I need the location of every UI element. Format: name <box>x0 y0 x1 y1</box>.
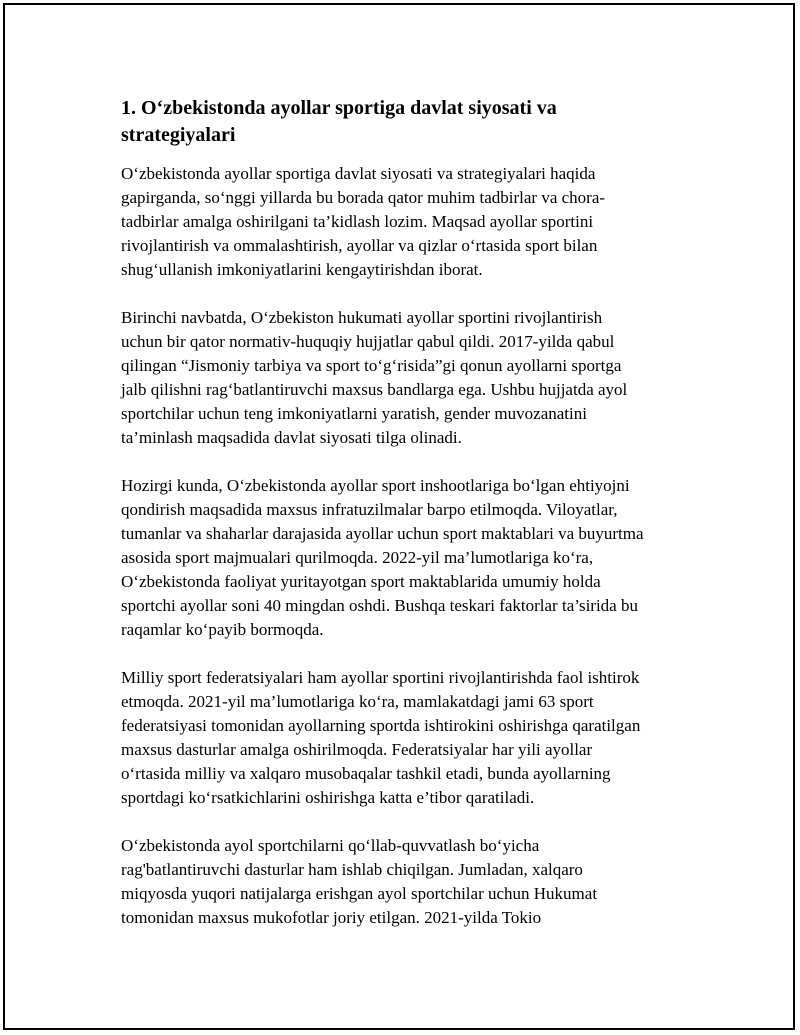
text-line: O‘zbekistonda ayol sportchilarni qo‘llab-quvvatlash bo‘yicha <box>121 836 540 855</box>
text-line: o‘rtasida milliy va xalqaro musobaqalar tashkil etadi, bunda ayollarning <box>121 764 611 783</box>
text-line: rivojlantirish va ommalashtirish, ayollar va qizlar o‘rtasida sport bilan <box>121 236 598 255</box>
text-line: maxsus dasturlar amalga oshirilmoqda. Federatsiyalar har yili ayollar <box>121 740 593 759</box>
text-line: shug‘ullanish imkoniyatlarini kengaytirishdan iborat. <box>121 260 483 279</box>
paragraph-3 <box>121 474 691 642</box>
text-line: tadbirlar amalga oshirilgani ta’kidlash lozim. Maqsad ayollar sportini <box>121 212 594 231</box>
heading-line: strategiyalari <box>121 124 236 146</box>
text-line: Milliy sport federatsiyalari ham ayollar sportini rivojlantirishda faol ishtirok <box>121 668 640 687</box>
text-line: O‘zbekistonda ayollar sportiga davlat siyosati va strategiyalari haqida <box>121 164 596 183</box>
document-body <box>121 95 691 954</box>
text-line: sportchi ayollar soni 40 mingdan oshdi. Bushqa teskari faktorlar ta’sirida bu <box>121 596 638 615</box>
text-line: sportchilar uchun teng imkoniyatlarni yaratish, gender muvozanatini <box>121 404 587 423</box>
paragraph-5 <box>121 834 691 930</box>
paragraph-1 <box>121 162 691 282</box>
text-line: jalb qilishni rag‘batlantiruvchi maxsus bandlarga ega. Ushbu hujjatda ayol <box>121 380 628 399</box>
text-line: etmoqda. 2021-yil ma’lumotlariga ko‘ra, mamlakatdagi jami 63 sport <box>121 692 594 711</box>
text-line: tomonidan maxsus mukofotlar joriy etilgan. 2021-yilda Tokio <box>121 908 542 927</box>
text-line: miqyosda yuqori natijalarga erishgan ayol sportchilar uchun Hukumat <box>121 884 598 903</box>
page-frame <box>3 3 795 1030</box>
text-line: asosida sport majmualari qurilmoqda. 2022-yil ma’lumotlariga ko‘ra, <box>121 548 594 567</box>
text-line: O‘zbekistonda faoliyat yuritayotgan sport maktablarida umumiy holda <box>121 572 601 591</box>
text-line: rag'batlantiruvchi dasturlar ham ishlab chiqilgan. Jumladan, xalqaro <box>121 860 583 879</box>
text-line: Hozirgi kunda, O‘zbekistonda ayollar sport inshootlariga bo‘lgan ehtiyojni <box>121 476 630 495</box>
text-line: ta’minlash maqsadida davlat siyosati tilga olinadi. <box>121 428 462 447</box>
text-line: sportdagi ko‘rsatkichlarini oshirishga katta e’tibor qaratiladi. <box>121 788 535 807</box>
paragraph-2 <box>121 306 691 450</box>
text-line: qilingan “Jismoniy tarbiya va sport to‘g‘risida”gi qonun ayollarni sportga <box>121 356 622 375</box>
text-line: qondirish maqsadida maxsus infratuzilmalar barpo etilmoqda. Viloyatlar, <box>121 500 618 519</box>
text-line: gapirganda, so‘nggi yillarda bu borada qator muhim tadbirlar va chora- <box>121 188 606 207</box>
text-line: federatsiyasi tomonidan ayollarning sportda ishtirokini oshirishga qaratilgan <box>121 716 641 735</box>
section-heading <box>121 95 691 149</box>
text-line: raqamlar ko‘payib bormoqda. <box>121 620 324 639</box>
paragraph-4 <box>121 666 691 810</box>
text-line: uchun bir qator normativ-huquqiy hujjatlar qabul qildi. 2017-yilda qabul <box>121 332 615 351</box>
heading-line: 1. O‘zbekistonda ayollar sportiga davlat siyosati va <box>121 97 557 119</box>
text-line: Birinchi navbatda, O‘zbekiston hukumati ayollar sportini rivojlantirish <box>121 308 603 327</box>
text-line: tumanlar va shaharlar darajasida ayollar uchun sport maktablari va buyurtma <box>121 524 644 543</box>
